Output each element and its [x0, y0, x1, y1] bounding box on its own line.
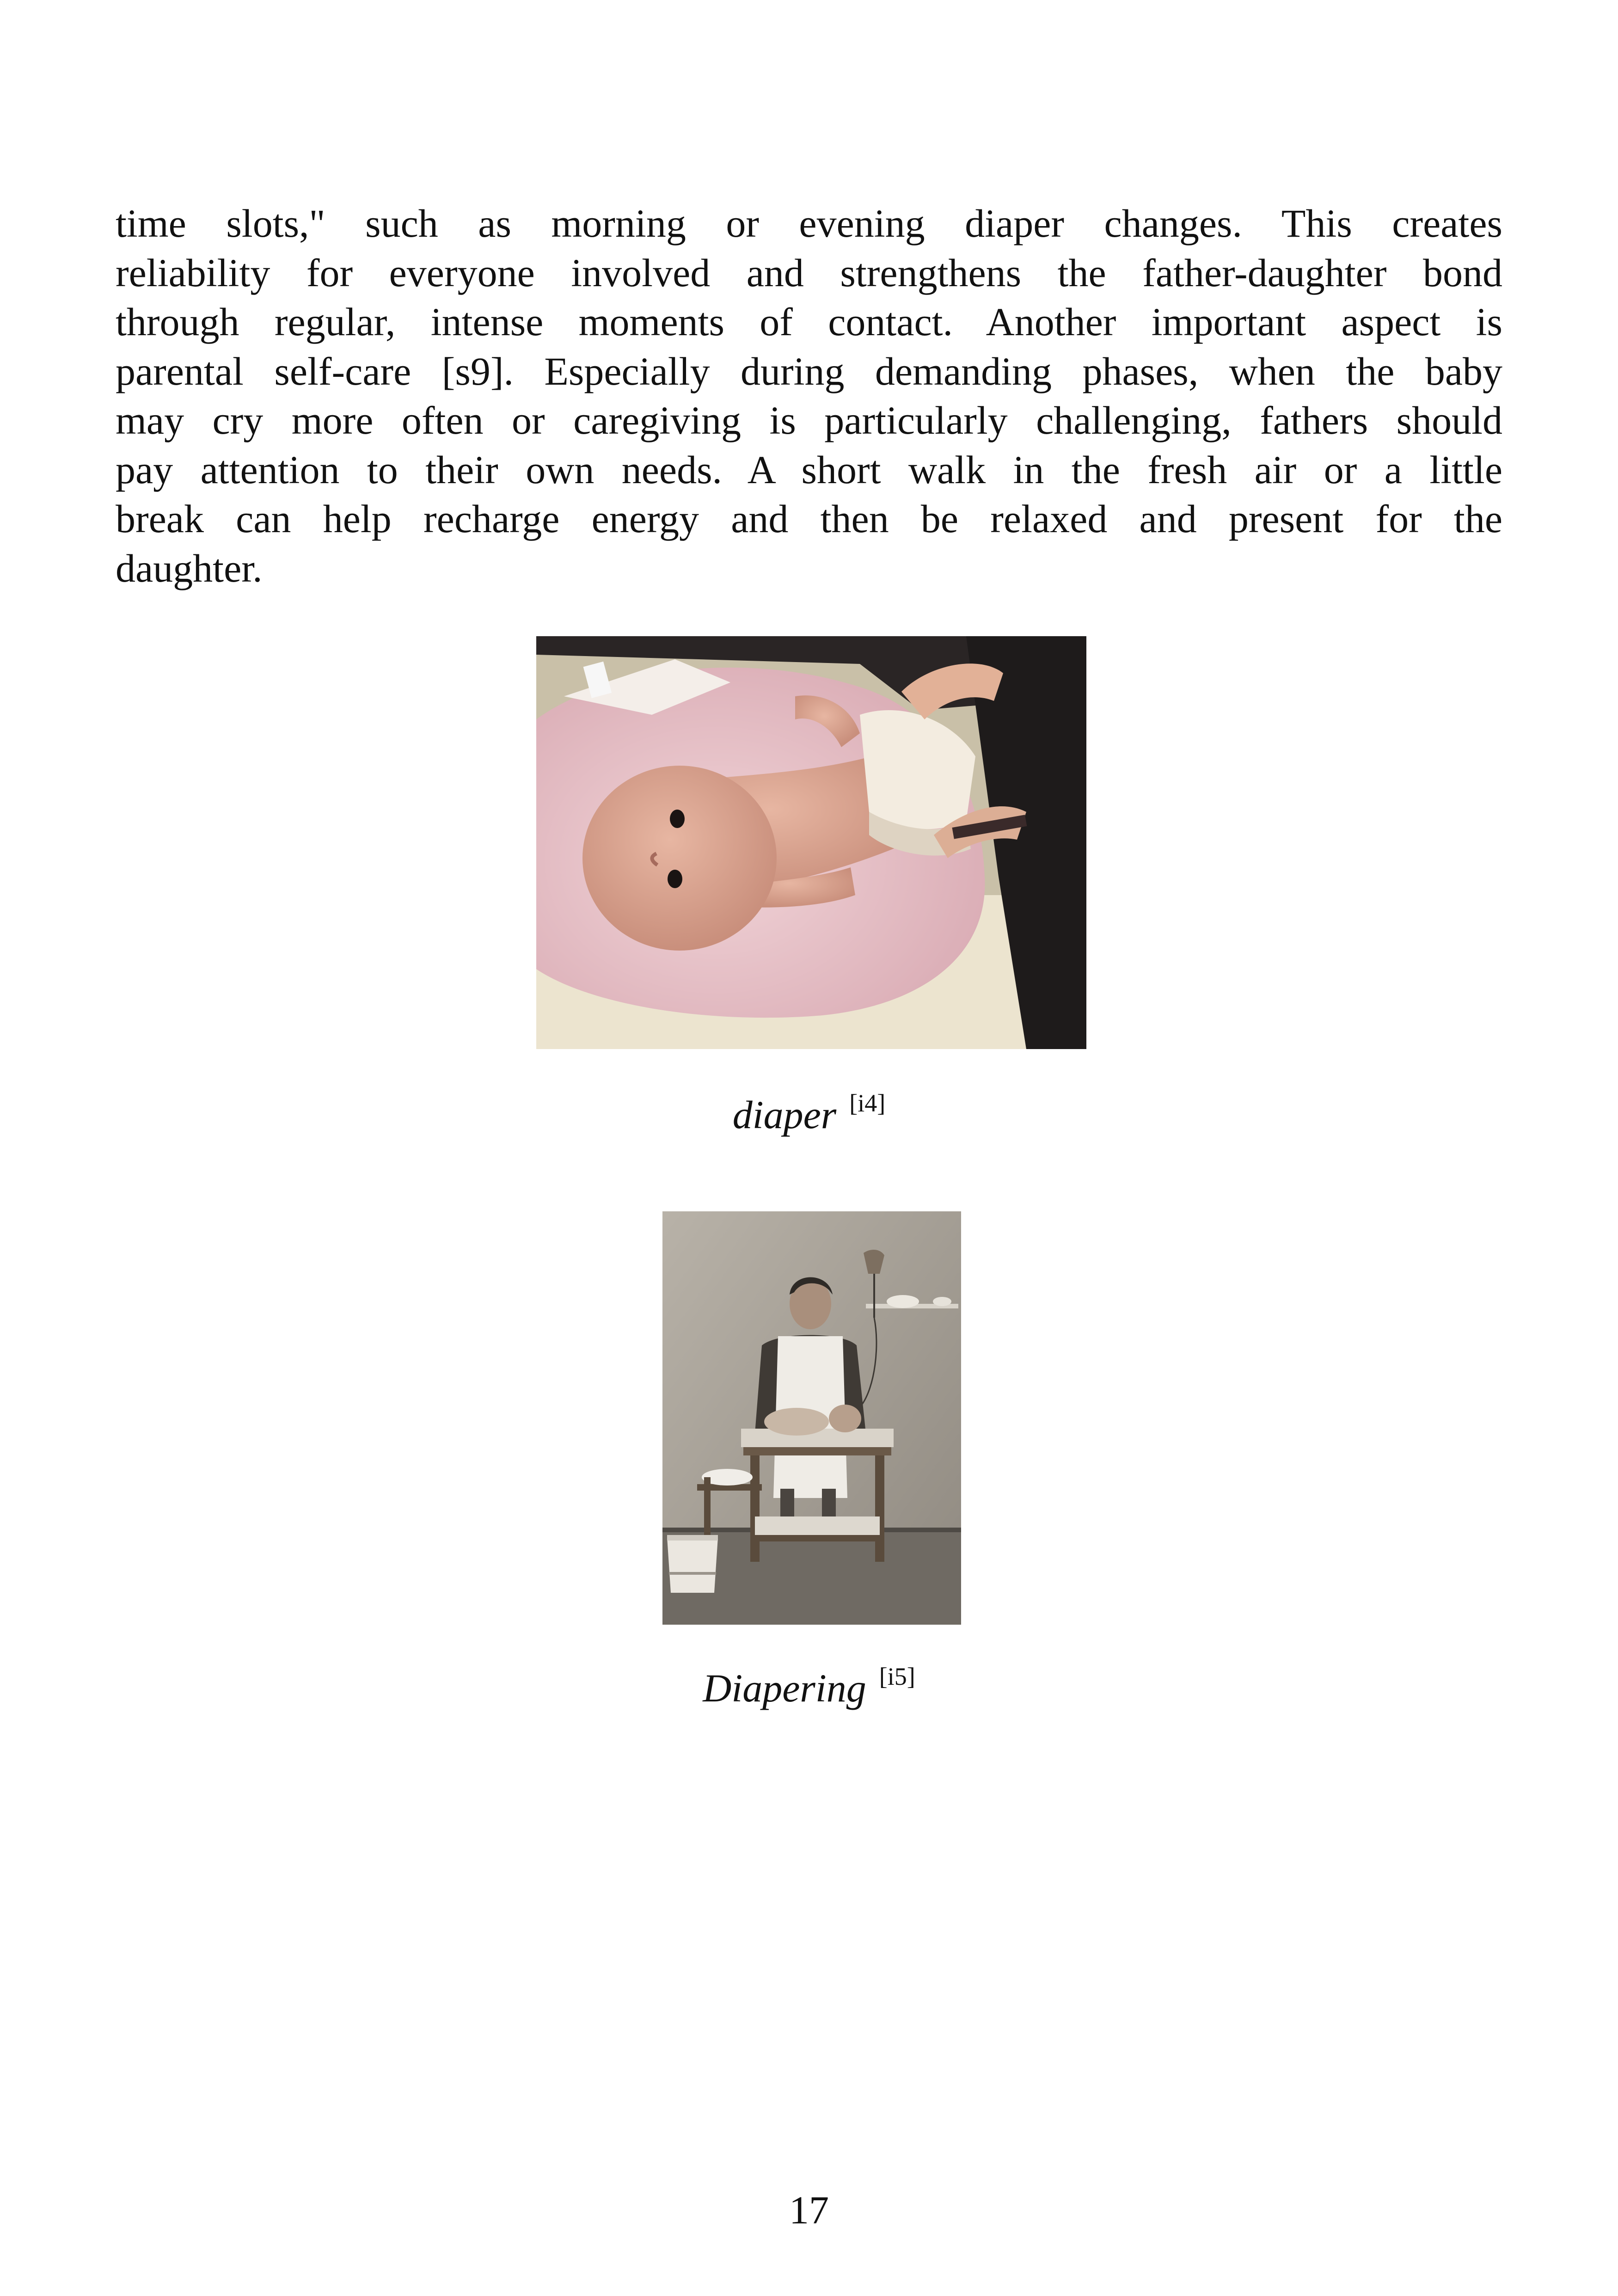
paragraph-line: time slots," such as morning or evening diaper changes. This creates: [116, 201, 1502, 246]
paragraph-line: may cry more often or caregiving is particularly challenging, fathers should: [116, 398, 1502, 442]
paragraph-line: pay attention to their own needs. A short walk in the fresh air or a little: [116, 447, 1502, 492]
diaper-photo: [536, 636, 1086, 1049]
diapering-photo: [662, 1211, 961, 1625]
paragraph-line: daughter.: [116, 546, 263, 590]
figure-caption: [0, 1089, 1618, 1138]
paragraph-line: parental self-care [s9]. Especially during demanding phases, when the baby: [116, 349, 1502, 393]
page-number: 17: [789, 2188, 829, 2232]
figure-caption: [0, 1662, 1618, 1711]
body-paragraph: [116, 199, 1502, 593]
caption-text: Diapering: [703, 1666, 866, 1710]
paragraph-line: break can help recharge energy and then be relaxed and present for the: [116, 497, 1502, 541]
paragraph-line: reliability for everyone involved and strengthens the father-daughter bond: [116, 250, 1502, 295]
paragraph-line: through regular, intense moments of contact. Another important aspect is: [116, 300, 1502, 344]
caption-text: diaper: [732, 1093, 837, 1137]
image-reference: [i5]: [879, 1663, 915, 1690]
image-reference: [i4]: [849, 1089, 886, 1117]
